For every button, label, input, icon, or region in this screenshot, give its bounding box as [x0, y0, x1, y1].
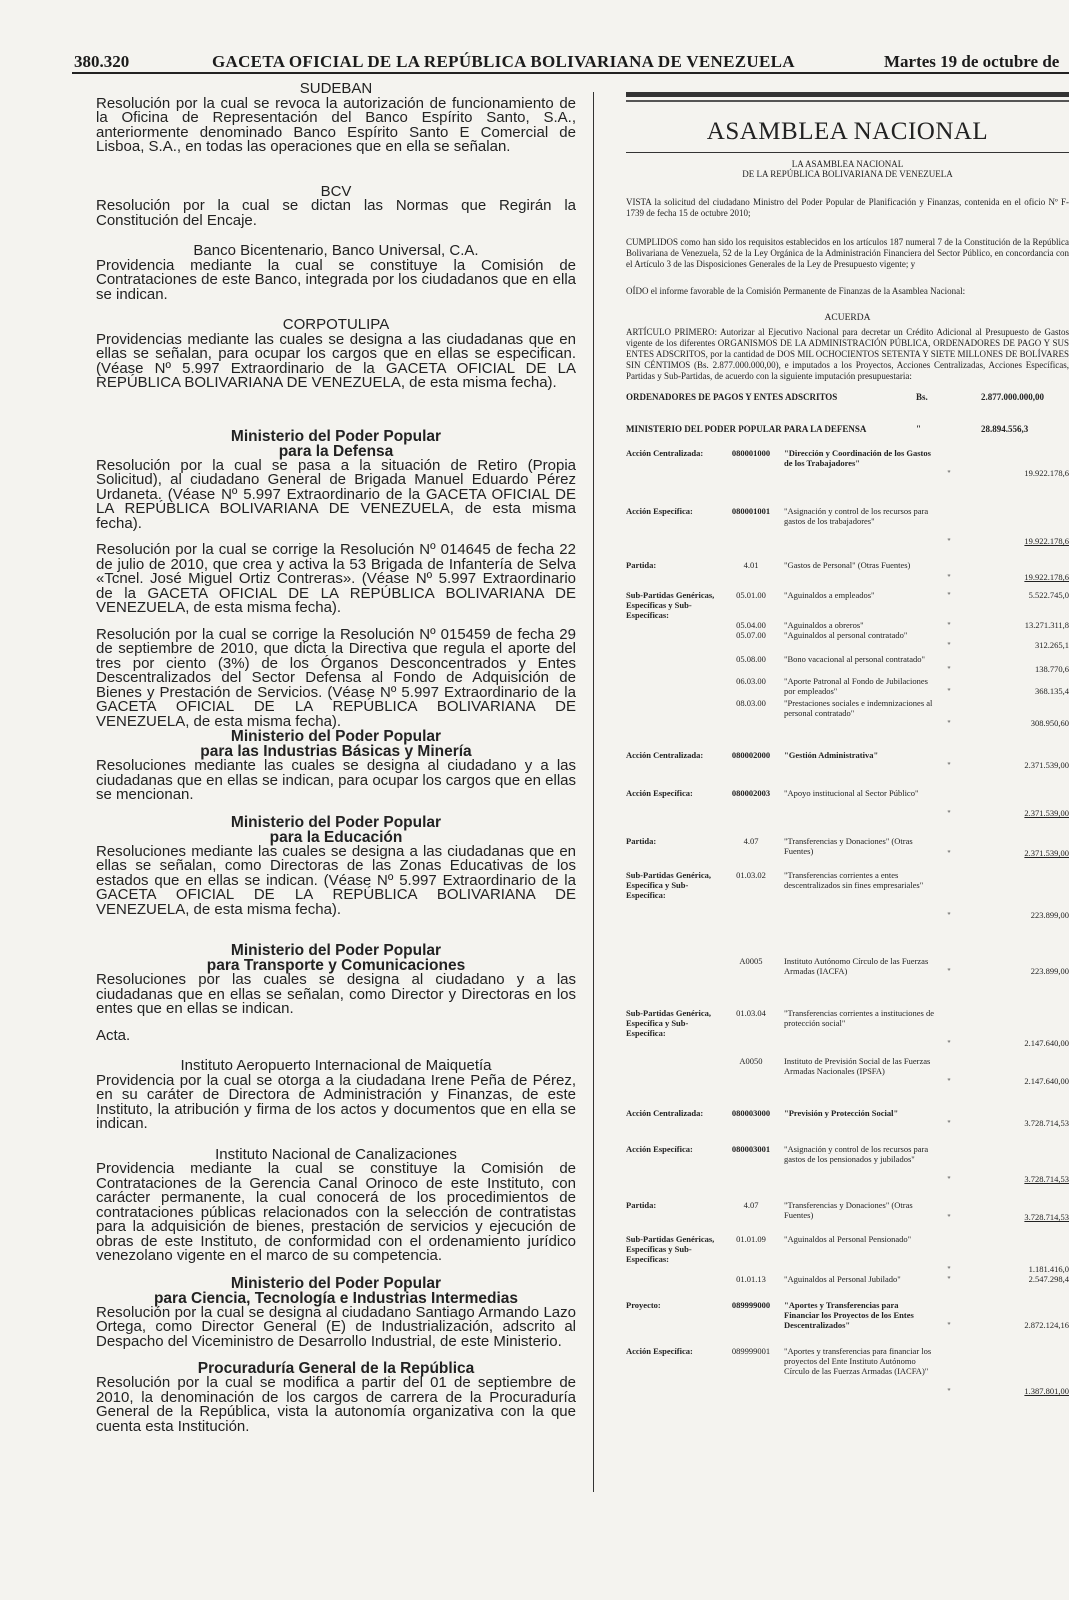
bcv-text: Resolución por la cual se dictan las Normas que Regirán la Constitución del Encaje.	[96, 197, 576, 229]
row-code: 05.08.00	[736, 654, 766, 664]
asamblea-title: ASAMBLEA NACIONAL	[706, 118, 989, 145]
row-code: 4.01	[743, 560, 759, 570]
defensa-text-3: Resolución por la cual se corrige la Resolución Nº 015459 de fecha 29 de septiembre de 2010, que dicta la Directiva que regula el aporte del tres por ciento (3%) de los Órganos Desconcentrados y Entes Descentralizados del Sector Defensa al Fondo de Adquisición de Bienes y Prestación de Servicios. (Véase Nº 5.997 Extraordinario de la GACETA OFICIAL DE LA REPÚBLICA BOLIVARIANA DE VENEZUELA, de esta misma fecha).	[96, 625, 576, 730]
row-category: Partida:	[626, 1200, 657, 1210]
row-unit: "	[947, 620, 951, 630]
row-unit: "	[947, 640, 951, 650]
row-amount: 368.135,4	[1035, 686, 1069, 696]
row-amount: 2.547.298,4	[1028, 1274, 1069, 1284]
row-code: 080002000	[731, 750, 771, 760]
row-amount: 1.387.801,00	[1024, 1386, 1069, 1396]
row-description: "Aguinaldos a obreros"	[784, 620, 864, 630]
section-title-sudeban: SUDEBAN	[299, 80, 373, 97]
row-unit: "	[947, 1264, 951, 1274]
gazette-title: GACETA OFICIAL DE LA REPÚBLICA BOLIVARIANA DE VENEZUELA	[212, 52, 795, 71]
row-code: 080001001	[731, 506, 771, 516]
ministerio-amount: 28.894.556,3	[981, 424, 1029, 434]
row-unit: "	[947, 1320, 951, 1330]
acta-label: Acta.	[96, 1026, 131, 1044]
asamblea-subtitle-2: DE LA REPÚBLICA BOLIVARIANA DE VENEZUELA	[742, 169, 953, 179]
row-category: Proyecto:	[626, 1300, 661, 1310]
row-unit: "	[947, 1076, 951, 1086]
transporte-text: Resoluciones por las cuales se designa al ciudadano y a las ciudadanas que en ellas se señalan, como Director y Directoras en los entes que en ellas se indican.	[96, 971, 576, 1017]
row-unit: "	[947, 808, 951, 818]
row-amount: 2.371.539,00	[1024, 760, 1069, 770]
row-category: Acción Específica:	[626, 788, 693, 798]
bicentenario-text: Providencia mediante la cual se constituye la Comisión de Contrataciones de este Banco, integrada por los ciudadanos que en ella se indican.	[96, 256, 576, 303]
row-description: "Aportes y Transferencias para Financiar los Proyectos de los Entes Descentralizados"	[784, 1300, 914, 1330]
procuraduria-text: Resolución por la cual se modifica a partir del 01 de septiembre de 2010, la denominación de los cargos de carrera de la Procuraduría General de la República, vista la autonomía organizativa con la que cuenta esta Institución.	[96, 1374, 576, 1435]
row-description: "Previsión y Protección Social"	[784, 1108, 899, 1118]
ministry-title-educacion-2: para la Educación	[269, 828, 403, 846]
summary-column	[96, 78, 576, 1434]
corpotulipa-text: Providencias mediante las cuales se designa a las ciudadanas que en ellas se señalan, para ocupar los cargos que en ellas se especifican. (Véase Nº 5.997 Extraordinario de la GACETA OFICIAL DE LA REPÚBLICA BOLIVARIANA DE VENEZUELA, de esta misma fecha).	[96, 330, 576, 391]
asamblea-subtitle-1: LA ASAMBLEA NACIONAL	[791, 159, 904, 169]
defensa-text-1: Resolución por la cual se pasa a la situación de Retiro (Propia Solicitud), al ciudadano General de Brigada Manuel Eduardo Pérez Urdaneta. (Véase Nº 5.997 Extraordinario de la GACETA OFICIAL DE LA REPÚBLICA BOLIVARIANA DE VENEZUELA, de esta misma fecha).	[96, 456, 576, 532]
row-description: "Gestión Administrativa"	[784, 750, 879, 760]
row-amount: 3.728.714,53	[1024, 1118, 1069, 1128]
ordenadores-label: ORDENADORES DE PAGOS Y ENTES ADSCRITOS	[626, 392, 838, 402]
row-amount: 2.371.539,00	[1024, 848, 1069, 858]
ministry-title-educacion-1: Ministerio del Poder Popular	[230, 813, 442, 831]
row-code: 01.01.13	[736, 1274, 766, 1284]
row-category: Sub-Partidas Genérica, Específica y Sub-Específica:	[626, 1008, 711, 1038]
row-code: A0005	[739, 956, 763, 966]
row-description: "Transferencias corrientes a instituciones de protección social"	[784, 1008, 934, 1028]
row-amount: 2.371.539,00	[1024, 808, 1069, 818]
row-code: 01.03.04	[736, 1008, 766, 1018]
row-code: 089999000	[731, 1300, 771, 1310]
row-code: 4.07	[743, 1200, 759, 1210]
row-code: 01.01.09	[736, 1234, 766, 1244]
ministerio-label: MINISTERIO DEL PODER POPULAR PARA LA DEFENSA	[626, 424, 867, 434]
row-amount: 5.522.745,0	[1028, 590, 1069, 600]
row-unit: "	[947, 760, 951, 770]
row-description: "Aguinaldos a empleados"	[784, 590, 875, 600]
row-description: "Aguinaldos al Personal Pensionado"	[784, 1234, 912, 1244]
row-amount: 223.899,00	[1030, 966, 1069, 976]
row-amount: 1.181.416,0	[1028, 1264, 1069, 1274]
ministry-title-defensa-2: para la Defensa	[278, 442, 394, 460]
row-unit: "	[947, 686, 951, 696]
ministerio-unit: "	[916, 424, 921, 434]
section-title-bicentenario: Banco Bicentenario, Banco Universal, C.A.	[193, 242, 479, 259]
top-rule-thin	[626, 100, 1069, 102]
row-amount: 13.271.311,8	[1024, 620, 1069, 630]
acuerda-heading: ACUERDA	[824, 313, 871, 323]
row-description: "Aguinaldos al Personal Jubilado"	[784, 1274, 901, 1284]
maiquetia-text: Providencia por la cual se otorga a la ciudadana Irene Peña de Pérez, en su caráter de Directora de Administración y Finanzas, de este Instituto, la atribución y firma de los actos y documentos que en ella se indican.	[96, 1071, 576, 1132]
row-description: "Transferencias corrientes a entes descentralizados sin fines empresariales"	[784, 870, 924, 890]
row-description: "Dirección y Coordinación de los Gastos de los Trabajadores"	[784, 448, 931, 468]
row-amount: 3.728.714,53	[1024, 1212, 1069, 1222]
row-description: "Transferencias y Donaciones" (Otras Fuentes)	[784, 836, 913, 856]
row-code: 080003001	[731, 1144, 771, 1154]
row-amount: 312.265,1	[1035, 640, 1069, 650]
row-code: 08.03.00	[736, 698, 766, 708]
ordenadores-unit: Bs.	[916, 392, 928, 402]
educacion-text: Resoluciones mediante las cuales se designa a las ciudadanas que en ellas se señalan, como Directoras de las Zonas Educativas de los estados que en ellas se indican. (Véase Nº 5.997 Extraordinario de la GACETA OFICIAL DE LA REPÚBLICA BOLIVARIANA DE VENEZUELA, de esta misma fecha).	[96, 842, 576, 918]
row-description: "Asignación y control de los recursos para gastos de los pensionados y jubilados"	[784, 1144, 929, 1164]
row-code: 089999001	[731, 1346, 771, 1356]
row-code: 05.01.00	[736, 590, 766, 600]
row-category: Partida:	[626, 836, 657, 846]
top-rule-thick	[626, 92, 1069, 97]
row-description: "Aportes y transferencias para financiar los proyectos del Ente Instituto Autónomo Círculo de las Fuerzas Armadas (IACFA)"	[784, 1346, 932, 1376]
row-unit: "	[947, 848, 951, 858]
row-code: 06.03.00	[736, 676, 766, 686]
ciencia-text: Resolución por la cual se designa al ciudadano Santiago Armando Lazo Ortega, como Director General (E) de Industrialización, adscrito al Despacho del Viceministro de Desarrollo Industrial, de este Ministerio.	[96, 1303, 576, 1350]
row-code: 080002003	[731, 788, 771, 798]
row-unit: "	[947, 572, 951, 582]
row-unit: "	[947, 536, 951, 546]
ministerio-row	[626, 424, 1069, 438]
row-unit: "	[947, 1174, 951, 1184]
row-amount: 2.147.640,00	[1024, 1038, 1069, 1048]
row-description: "Aporte Patronal al Fondo de Jubilaciones por empleados"	[784, 676, 928, 696]
row-category: Acción Centralizada:	[626, 448, 704, 458]
ministry-title-defensa-1: Ministerio del Poder Popular	[230, 427, 442, 445]
column-divider	[593, 92, 594, 1492]
row-category: Acción Específica:	[626, 506, 693, 516]
row-category: Partida:	[626, 560, 657, 570]
row-unit: "	[947, 1386, 951, 1396]
row-category: Sub-Partidas Genérica, Específica y Sub-Específica:	[626, 870, 711, 900]
row-amount: 2.147.640,00	[1024, 1076, 1069, 1086]
section-title-maiquetia: Instituto Aeropuerto Internacional de Maiquetía	[180, 1057, 492, 1074]
ordenadores-row	[626, 392, 1069, 406]
row-unit: "	[947, 1038, 951, 1048]
row-description: "Bono vacacional al personal contratado"	[784, 654, 925, 664]
row-unit: "	[947, 966, 951, 976]
row-description: "Gastos de Personal" (Otras Fuentes)	[784, 560, 911, 570]
row-amount: 138.770,6	[1035, 664, 1069, 674]
row-amount: 308.950,60	[1030, 718, 1069, 728]
vista-paragraph: VISTA la solicitud del ciudadano Ministro del Poder Popular de Planificación y Finanzas, contenida en el oficio Nº F-1739 de fecha 15 de octubre 2010;	[626, 197, 1069, 218]
sudeban-text: Resolución por la cual se revoca la autorización de funcionamiento de la Oficina de Representación del Banco Espírito Santo, S.A., anteriormente denominado Banco Espírito Santo E Comercial de Lisboa, S.A., en todas las operaciones que en ella se señalan.	[96, 94, 576, 155]
row-description: "Prestaciones sociales e indemnizaciones al personal contratado"	[784, 698, 933, 718]
ministry-title-ciencia-1: Ministerio del Poder Popular	[230, 1274, 442, 1292]
ministry-title-industrias-2: para las Industrias Básicas y Minería	[200, 743, 472, 760]
ministry-title-transporte-1: Ministerio del Poder Popular	[230, 942, 442, 959]
page-header	[72, 50, 1069, 74]
row-code: 05.04.00	[736, 620, 766, 630]
row-code: A0050	[739, 1056, 763, 1066]
row-unit: "	[947, 1274, 951, 1284]
row-unit: "	[947, 590, 951, 600]
row-amount: 19.922.178,6	[1024, 536, 1069, 546]
row-category: Acción Centralizada:	[626, 750, 704, 760]
row-description: "Aguinaldos al personal contratado"	[784, 630, 908, 640]
row-category: Sub-Partidas Genéricas, Específicas y Sub-Específicas:	[626, 1234, 715, 1264]
row-category: Acción Específica:	[626, 1144, 693, 1154]
row-amount: 223.899,00	[1030, 910, 1069, 920]
row-description: Instituto Autónomo Círculo de las Fuerzas Armadas (IACFA)	[784, 956, 929, 976]
row-code: 01.03.02	[736, 870, 766, 880]
row-amount: 2.872.124,16	[1024, 1320, 1069, 1330]
section-title-canalizaciones: Instituto Nacional de Canalizaciones	[215, 1145, 457, 1163]
row-unit: "	[947, 1118, 951, 1128]
row-amount: 3.728.714,53	[1024, 1174, 1069, 1184]
section-title-bcv: BCV	[320, 182, 352, 200]
row-category: Sub-Partidas Genéricas, Específicas y Sub-Específicas:	[626, 590, 715, 620]
page-number: 380.320	[74, 52, 130, 71]
row-code: 080001000	[731, 448, 771, 458]
row-amount: 19.922.178,6	[1024, 572, 1069, 582]
canalizaciones-text: Providencia mediante la cual se constituye la Comisión de Contrataciones de la Gerencia Canal Orinoco de este Instituto, con carácter permanente, la cual conocerá de los procedimientos de contrataciones públicas relacionados con la selección de contratistas para la adquisición de bienes, prestación de servicios y ejecución de obras de este Instituto, de conformidad con el ordenamiento jurídico venezolano vigente en el marco de su competencia.	[96, 1160, 576, 1264]
row-code: 080003000	[731, 1108, 771, 1118]
row-unit: "	[947, 718, 951, 728]
defensa-text-2: Resolución por la cual se corrige la Resolución Nº 014645 de fecha 22 de julio de 2010, que crea y activa la 53 Brigada de Infantería de Selva «Tcnel. José Miguel Ortiz Contreras». (Véase Nº 5.997 Extraordinario de la GACETA OFICIAL DE LA REPÚBLICA BOLIVARIANA DE VENEZUELA, de esta misma fecha).	[96, 541, 576, 616]
section-title-corpotulipa: CORPOTULIPA	[282, 316, 390, 333]
row-unit: "	[947, 1212, 951, 1222]
row-category: Acción Centralizada:	[626, 1108, 704, 1118]
cumplidos-paragraph: CUMPLIDOS como han sido los requisitos establecidos en los artículos 187 numeral 7 de la Constitución de la República Bolivariana de Venezuela, 52 de la Ley Orgánica de la Administración Financiera del Sector Público, en concordancia con el Artículo 3 de las Disposiciones Generales de la Ley de Presupuesto vigente; y	[626, 237, 1069, 269]
articulo-primero: ARTÍCULO PRIMERO: Autorizar al Ejecutivo Nacional para decretar un Crédito Adicional al Presupuesto de Gastos vigente de los diferentes ORGANISMOS DE LA ADMINISTRACIÓN PÚBLICA, ORDENADORES DE PAGO Y SUS ENTES ADSCRITOS, por la cantidad de DOS MIL OCHOCIENTOS SETENTA Y SIETE MILLONES DE BOLÍVARES SIN CÉNTIMOS (Bs. 2.877.000.000,00), e imputados a los Proyectos, Acciones Centralizadas, Acciones Específicas, Partidas y Sub-Partidas, de acuerdo con la siguiente imputación presupuestaria:	[626, 327, 1069, 381]
row-description: "Asignación y control de los recursos para gastos de los trabajadores"	[784, 506, 929, 526]
ordenadores-amount: 2.877.000.000,00	[981, 392, 1044, 402]
row-category: Acción Específica:	[626, 1346, 693, 1356]
row-amount: 19.922.178,6	[1024, 468, 1069, 478]
row-unit: "	[947, 910, 951, 920]
asamblea-column	[626, 88, 1069, 1408]
issue-date: Martes 19 de octubre de	[884, 52, 1060, 71]
row-description: Instituto de Previsión Social de las Fuerzas Armadas Nacionales (IPSFA)	[784, 1056, 931, 1076]
industrias-text: Resoluciones mediante las cuales se designa al ciudadano y a las ciudadanas que en ellas se indican, para ocupar los cargos que en ellas se mencionan.	[96, 757, 576, 803]
oido-paragraph: OÍDO el informe favorable de la Comisión Permanente de Finanzas de la Asamblea Nacional:	[626, 286, 966, 296]
ministry-title-ciencia-2: para Ciencia, Tecnología e Industrias Intermedias	[153, 1289, 519, 1307]
row-description: "Transferencias y Donaciones" (Otras Fuentes)	[784, 1200, 913, 1220]
title-rule	[626, 152, 1069, 153]
row-unit: "	[947, 664, 951, 674]
row-code: 4.07	[743, 836, 759, 846]
section-title-procuraduria: Procuraduría General de la República	[197, 1360, 475, 1377]
budget-table	[626, 448, 1069, 1408]
row-code: 05.07.00	[736, 630, 766, 640]
row-description: "Apoyo institucional al Sector Público"	[784, 788, 919, 798]
row-unit: "	[947, 468, 951, 478]
ministry-title-industrias-1: Ministerio del Poder Popular	[230, 728, 442, 745]
ministry-title-transporte-2: para Transporte y Comunicaciones	[206, 957, 466, 974]
